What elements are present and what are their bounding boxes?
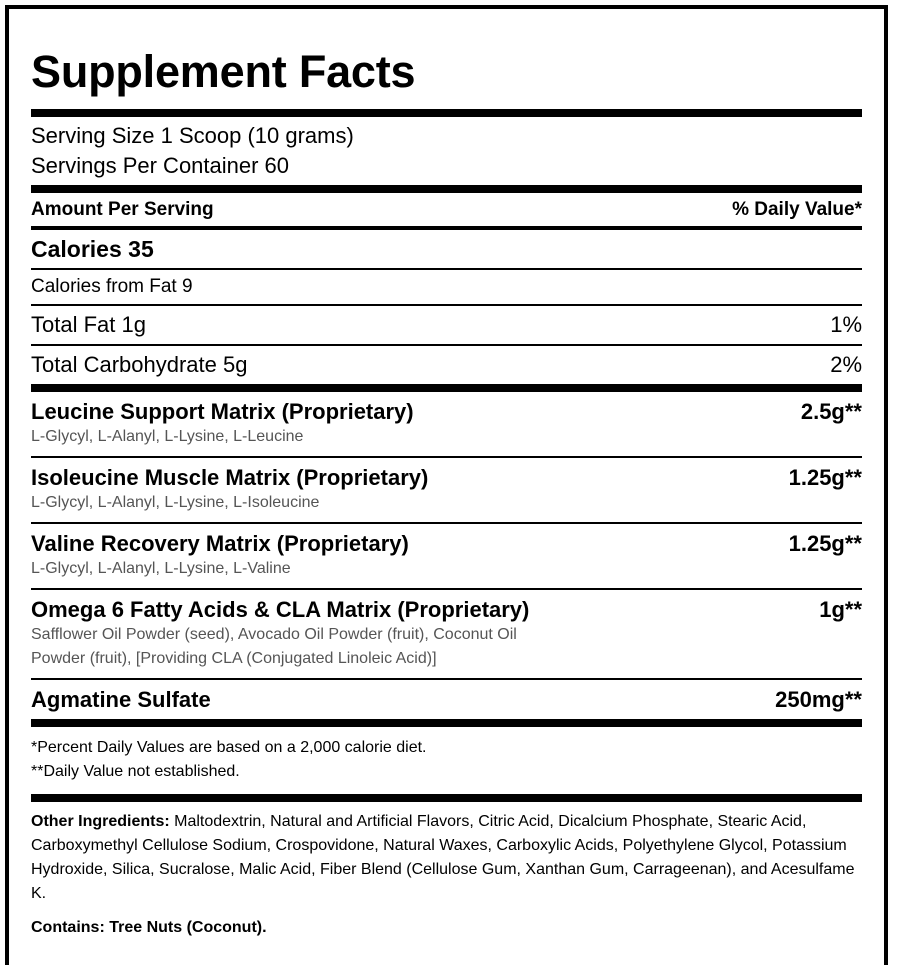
agmatine-row xyxy=(31,680,862,719)
blend-ingredients: L-Glycyl, L-Alanyl, L-Lysine, L-Leucine xyxy=(31,428,304,445)
supplement-facts-label xyxy=(5,5,888,965)
serving-info xyxy=(31,117,862,185)
footnotes xyxy=(31,727,862,794)
not-established-footnote: **Daily Value not established. xyxy=(31,763,240,780)
blend-name: Valine Recovery Matrix (Proprietary) xyxy=(31,531,409,556)
label-title: Supplement Facts xyxy=(31,46,416,97)
calories-fat-row xyxy=(31,270,862,304)
nutrient-label: Total Fat 1g xyxy=(31,312,146,337)
amount-per-serving: Amount Per Serving xyxy=(31,198,214,220)
agmatine-amount: 250mg** xyxy=(775,686,862,712)
blend-row xyxy=(31,458,862,522)
nutrient-row xyxy=(31,346,862,384)
nutrient-dv: 2% xyxy=(830,352,862,377)
blend-ingredients: Safflower Oil Powder (seed), Avocado Oil Powder (fruit), Coconut Oil Powder (fruit), [Providing CLA (Conjugated Linoleic Acid)] xyxy=(31,626,517,667)
nutrient-dv: 1% xyxy=(830,312,862,337)
blend-row xyxy=(31,392,862,456)
other-ingredients-label: Other Ingredients: xyxy=(31,813,170,830)
serving-size: Serving Size 1 Scoop (10 grams) xyxy=(31,123,354,148)
divider-thick xyxy=(31,719,862,727)
nutrient-row xyxy=(31,306,862,344)
agmatine-name: Agmatine Sulfate xyxy=(31,686,211,712)
divider-thick xyxy=(31,185,862,193)
nutrient-label: Total Carbohydrate 5g xyxy=(31,352,248,377)
calories-row xyxy=(31,230,862,268)
allergen-statement: Contains: Tree Nuts (Coconut). xyxy=(31,919,267,936)
amount-header-row xyxy=(31,193,862,226)
daily-value-header: % Daily Value* xyxy=(732,198,862,220)
blend-name: Leucine Support Matrix (Proprietary) xyxy=(31,399,414,424)
blend-amount: 1g** xyxy=(819,597,862,622)
servings-per-container: Servings Per Container 60 xyxy=(31,153,290,178)
blend-ingredients: L-Glycyl, L-Alanyl, L-Lysine, L-Valine xyxy=(31,560,291,577)
blend-name: Omega 6 Fatty Acids & CLA Matrix (Proprietary) xyxy=(31,597,530,622)
other-ingredients-text: Maltodextrin, Natural and Artificial Flavors, Citric Acid, Dicalcium Phosphate, Stearic Acid, Carboxymethyl Cellulose Sodium, Crospovidone, Natural Waxes, Carboxylic Acids, Polyethylene Glycol, Potassium Hydroxide, Silica, Sucralose, Malic Acid, Fiber Blend (Cellulose Gum, Xanthan Gum, Carrageenan), and Acesulfame K. xyxy=(31,813,855,902)
blend-amount: 2.5g** xyxy=(800,399,862,424)
other-ingredients xyxy=(31,802,862,906)
blend-name: Isoleucine Muscle Matrix (Proprietary) xyxy=(31,465,429,490)
divider-thick xyxy=(31,384,862,392)
blend-row xyxy=(31,524,862,588)
calories-fat-label: Calories from Fat 9 xyxy=(31,276,193,297)
blend-row xyxy=(31,590,862,678)
blend-ingredients: L-Glycyl, L-Alanyl, L-Lysine, L-Isoleucine xyxy=(31,494,320,511)
blend-amount: 1.25g** xyxy=(788,531,862,556)
blend-amount: 1.25g** xyxy=(788,465,862,490)
divider-thick xyxy=(31,794,862,802)
divider-thick xyxy=(31,109,862,117)
dv-footnote: *Percent Daily Values are based on a 2,000 calorie diet. xyxy=(31,739,427,756)
calories-label: Calories 35 xyxy=(31,235,154,262)
